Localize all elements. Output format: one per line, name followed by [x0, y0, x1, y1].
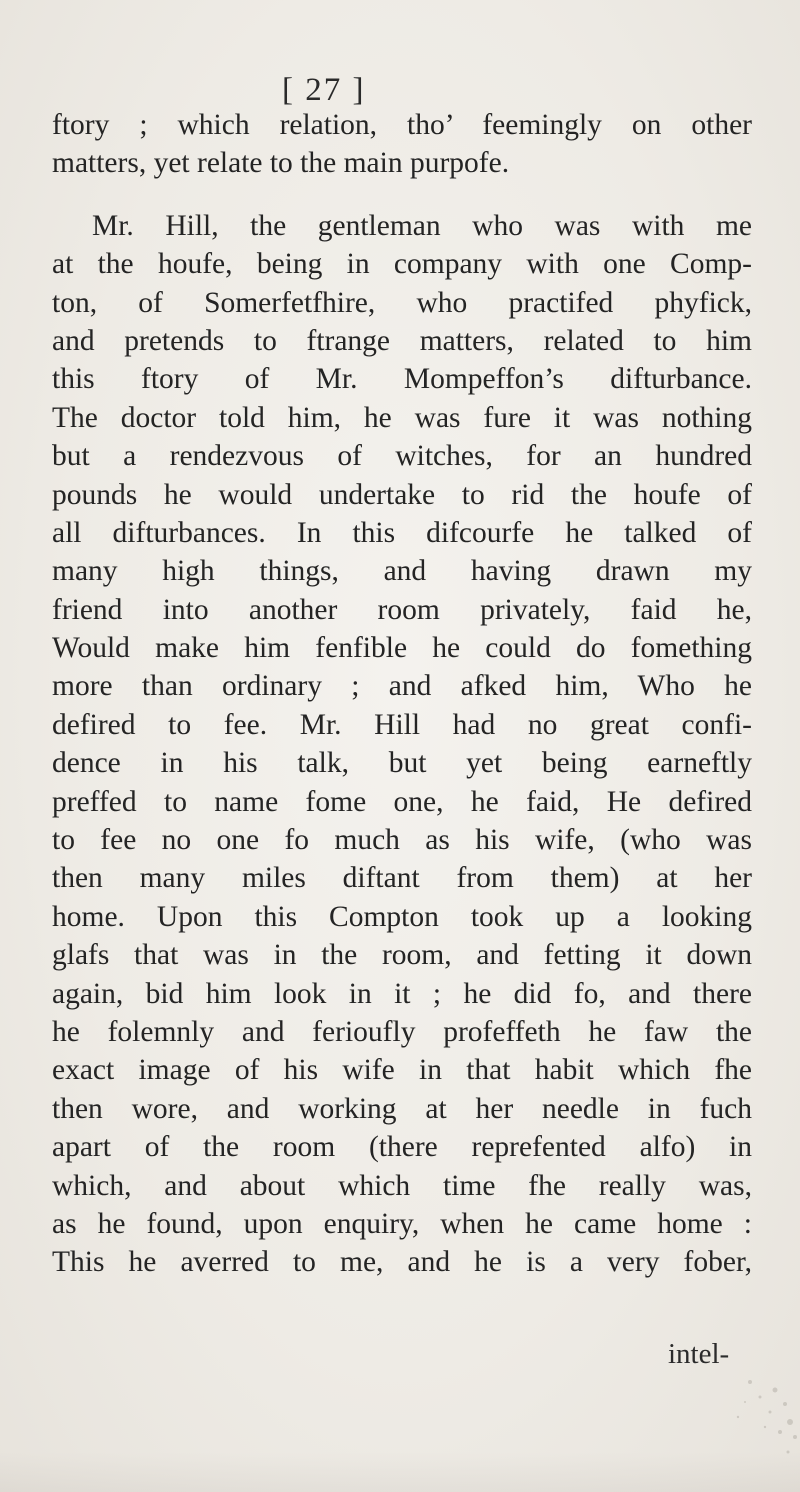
text-line: exact image of his wife in that habit which fhe — [52, 1054, 752, 1087]
text-line: Mr. Hill, the gentleman who was with me — [92, 209, 752, 242]
catchword: intel- — [668, 1338, 730, 1370]
page-number: [ 27 ] — [282, 72, 366, 108]
text-line: matters, yet relate to the main purpofe. — [52, 147, 510, 180]
body-text — [52, 106, 752, 1282]
paragraph-gap — [52, 183, 752, 207]
text-line: ton, of Somerfetfhire, who practifed phyfick, — [52, 286, 752, 319]
text-line: he folemnly and ferioufly profeffeth he faw the — [52, 1015, 752, 1048]
text-line: to fee no one fo much as his wife, (who was — [52, 824, 752, 857]
text-line: but a rendezvous of witches, for an hundred — [52, 440, 752, 473]
text-line: glafs that was in the room, and fetting it down — [52, 939, 752, 972]
text-line: This he averred to me, and he is a very fober, — [52, 1246, 752, 1279]
text-line: many high things, and having drawn my — [52, 555, 752, 588]
text-line: all difturbances. In this difcourfe he talked of — [52, 516, 752, 549]
text-line: which, and about which time fhe really was, — [52, 1169, 752, 1202]
text-line: as he found, upon enquiry, when he came home : — [52, 1207, 752, 1240]
text-line: this ftory of Mr. Mompeffon’s difturbance. — [52, 363, 752, 396]
text-line: and pretends to ftrange matters, related to him — [52, 324, 752, 357]
text-line: home. Upon this Compton took up a looking — [52, 900, 752, 933]
text-line: more than ordinary ; and afked him, Who he — [52, 670, 752, 703]
text-line: friend into another room privately, faid he, — [52, 593, 752, 626]
text-line: ftory ; which relation, tho’ feemingly on other — [52, 109, 752, 141]
text-line: at the houfe, being in company with one Comp- — [52, 248, 752, 281]
text-line: The doctor told him, he was fure it was nothing — [52, 401, 752, 434]
page-bottom-edge — [0, 1452, 800, 1492]
text-line: apart of the room (there reprefented alfo) in — [52, 1131, 752, 1164]
text-line: preffed to name fome one, he faid, He defired — [52, 785, 752, 818]
text-line: defired to fee. Mr. Hill had no great confi- — [52, 708, 752, 741]
text-line: again, bid him look in it ; he did fo, and there — [52, 977, 752, 1010]
text-line: pounds he would undertake to rid the houfe of — [52, 478, 752, 511]
text-line: then many miles diftant from them) at her — [52, 862, 752, 895]
text-line: Would make him fenfible he could do fomething — [52, 632, 752, 665]
text-line: dence in his talk, but yet being earneftly — [52, 747, 752, 780]
text-line: then wore, and working at her needle in fuch — [52, 1092, 752, 1125]
